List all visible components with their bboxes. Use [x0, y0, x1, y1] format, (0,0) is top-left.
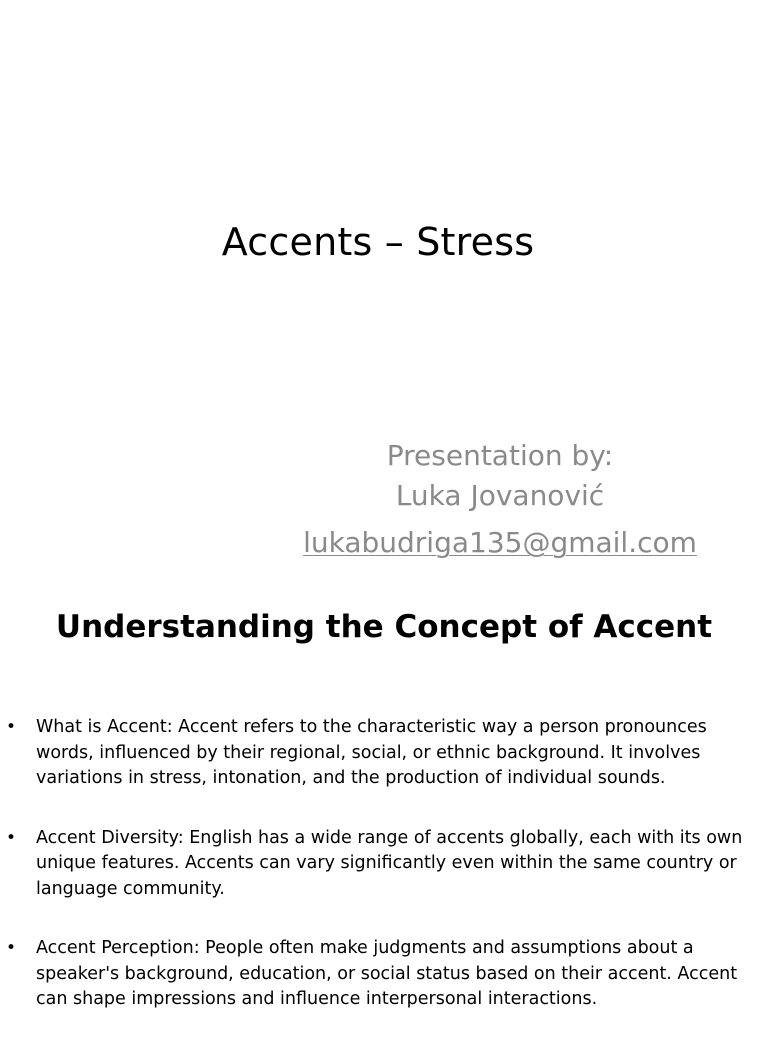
bullet-icon: •	[6, 717, 17, 737]
bullet-text: Accent Diversity: English has a wide range of accents globally, each with its own unique features. Accents can vary significantly even within the same country or language community.	[36, 827, 743, 899]
section-heading: Understanding the Concept of Accent	[55, 609, 713, 645]
bullet-item-accent-diversity	[0, 826, 768, 903]
bullet-text: Accent Perception: People often make judgments and assumptions about a speaker's background, education, or social status based on their accent. Accent can shape impressions and influence interpersonal interactions.	[36, 938, 738, 1009]
bullet-item-accent-perception	[0, 936, 768, 1013]
bullet-icon: •	[6, 827, 17, 848]
subtitle-block	[290, 436, 710, 563]
author-name: Luka Jovanović	[395, 479, 605, 512]
email-link[interactable]: lukabudriga135@gmail.com	[303, 526, 697, 559]
bullet-text: What is Accent: Accent refers to the characteristic way a person pronounces words, influenced by their regional, social, or ethnic background. It involves variations in stress, intonation, and the production of individual sounds.	[36, 717, 707, 788]
slide-title: Accents – Stress	[221, 220, 535, 264]
bullet-item-accent-definition	[0, 715, 768, 792]
bullet-icon: •	[6, 938, 17, 958]
presented-by-label: Presentation by:	[386, 439, 614, 472]
bullet-list	[0, 715, 768, 1047]
